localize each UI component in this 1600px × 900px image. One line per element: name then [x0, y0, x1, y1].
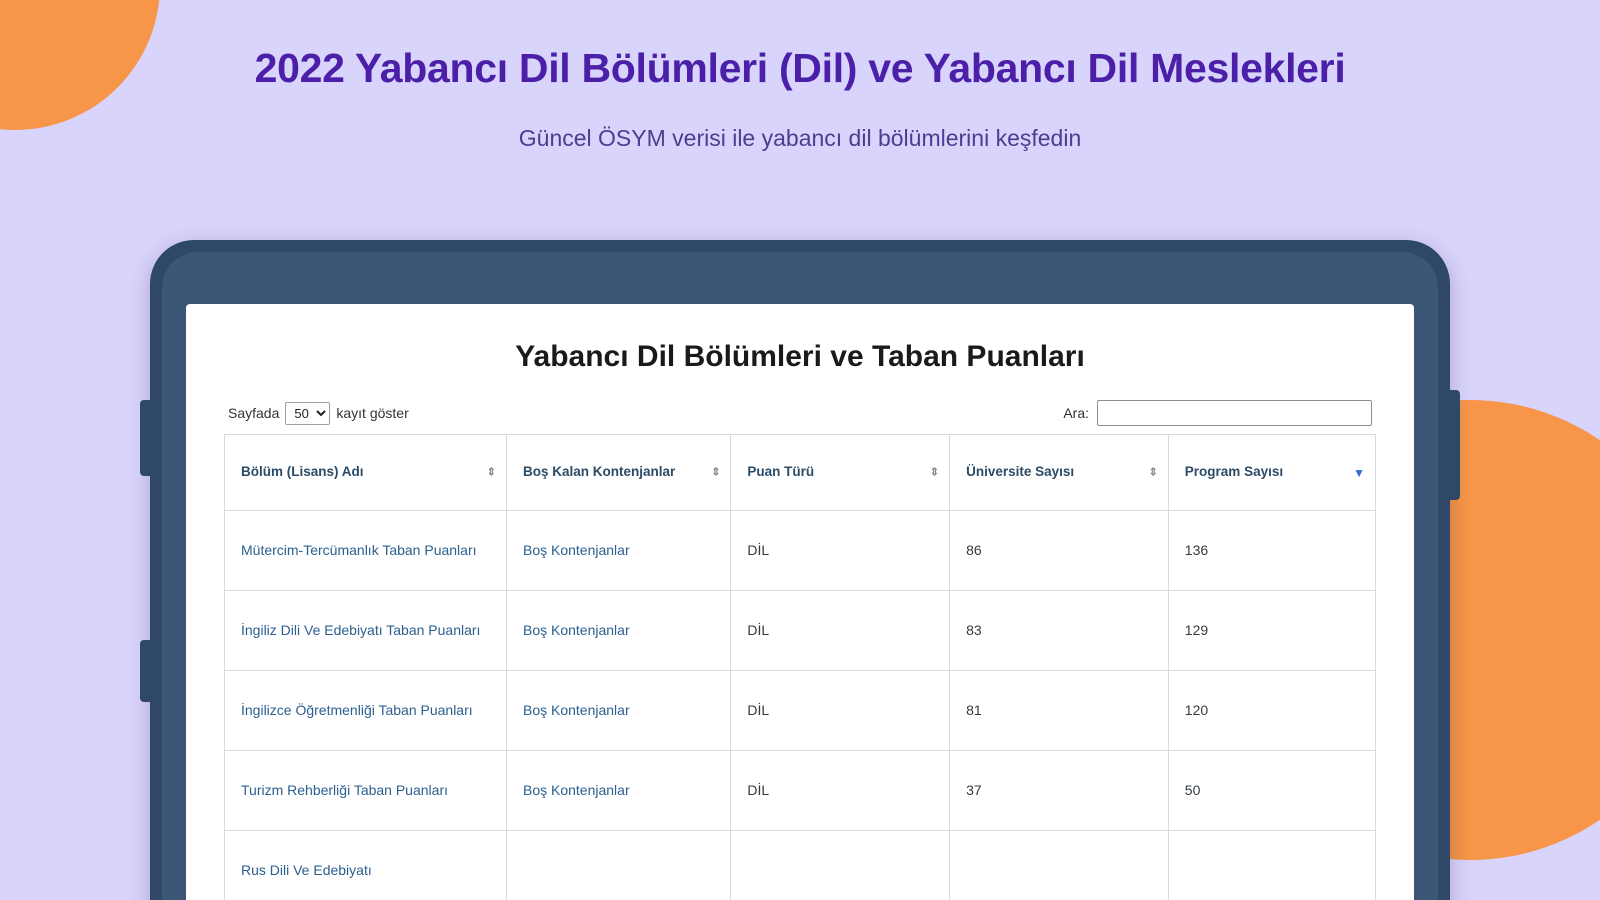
column-header-label: Program Sayısı — [1184, 464, 1284, 480]
search-input[interactable] — [1097, 400, 1372, 426]
device-frame — [150, 240, 1450, 900]
column-header-bos-kontenjan[interactable] — [506, 435, 730, 511]
column-header-label: Üniversite Sayısı — [966, 464, 1075, 480]
column-header-label: Puan Türü — [747, 464, 815, 480]
table-row[interactable] — [225, 671, 1376, 751]
page-length-suffix-label: kayıt göster — [336, 405, 409, 421]
column-header-puan-turu[interactable] — [731, 435, 950, 511]
column-header-universite-sayisi[interactable] — [950, 435, 1169, 511]
cell-universite-sayisi: 83 — [950, 591, 1169, 671]
cell-puan-turu: DİL — [731, 671, 950, 751]
table-row[interactable] — [225, 831, 1376, 900]
column-header-program-sayisi[interactable] — [1168, 435, 1375, 511]
cell-bolum[interactable]: İngilizce Öğretmenliği Taban Puanları — [225, 671, 507, 751]
search-control — [1063, 400, 1372, 426]
cell-bos-kontenjan[interactable]: Boş Kontenjanlar — [506, 511, 730, 591]
table-row[interactable] — [225, 511, 1376, 591]
cell-program-sayisi — [1168, 831, 1375, 900]
cell-program-sayisi: 136 — [1168, 511, 1375, 591]
table-controls — [224, 400, 1376, 434]
sort-both-icon: ⇕ — [1148, 466, 1158, 478]
cell-puan-turu: DİL — [731, 591, 950, 671]
table-header-row — [225, 435, 1376, 511]
sort-both-icon: ⇕ — [711, 466, 721, 478]
cell-bos-kontenjan[interactable]: Boş Kontenjanlar — [506, 751, 730, 831]
column-header-label: Bölüm (Lisans) Adı — [241, 464, 364, 480]
device-volume-down-button — [140, 640, 151, 702]
table-row[interactable] — [225, 591, 1376, 671]
cell-universite-sayisi: 86 — [950, 511, 1169, 591]
cell-puan-turu: DİL — [731, 751, 950, 831]
column-header-bolum[interactable] — [225, 435, 507, 511]
table-body — [225, 511, 1376, 900]
page-length-control — [228, 402, 409, 425]
page-header — [0, 0, 1600, 152]
cell-universite-sayisi: 37 — [950, 751, 1169, 831]
data-table — [224, 434, 1376, 900]
cell-program-sayisi: 129 — [1168, 591, 1375, 671]
page-title: 2022 Yabancı Dil Bölümleri (Dil) ve Yabancı Dil Meslekleri — [254, 45, 1346, 91]
page-length-select[interactable] — [285, 402, 330, 425]
cell-bos-kontenjan[interactable] — [506, 831, 730, 900]
page-subtitle: Güncel ÖSYM verisi ile yabancı dil bölümlerini keşfedin — [518, 125, 1082, 152]
table-header — [225, 435, 1376, 511]
cell-bos-kontenjan[interactable]: Boş Kontenjanlar — [506, 671, 730, 751]
table-row[interactable] — [225, 751, 1376, 831]
device-power-button — [1449, 390, 1460, 500]
sort-both-icon: ⇕ — [486, 466, 496, 478]
column-header-label: Boş Kalan Kontenjanlar — [522, 464, 676, 480]
cell-bolum[interactable]: İngiliz Dili Ve Edebiyatı Taban Puanları — [225, 591, 507, 671]
cell-bolum[interactable]: Rus Dili Ve Edebiyatı — [225, 831, 507, 900]
search-label: Ara: — [1063, 405, 1089, 421]
page-length-prefix-label: Sayfada — [228, 405, 280, 421]
cell-universite-sayisi — [950, 831, 1169, 900]
device-mockup — [150, 240, 1450, 900]
cell-bolum[interactable]: Turizm Rehberliği Taban Puanları — [225, 751, 507, 831]
cell-puan-turu: DİL — [731, 511, 950, 591]
cell-program-sayisi: 50 — [1168, 751, 1375, 831]
cell-bos-kontenjan[interactable]: Boş Kontenjanlar — [506, 591, 730, 671]
device-bezel — [162, 252, 1438, 900]
device-volume-up-button — [140, 400, 151, 476]
table-heading: Yabancı Dil Bölümleri ve Taban Puanları — [515, 340, 1085, 373]
sort-both-icon: ⇕ — [929, 466, 940, 478]
cell-universite-sayisi: 81 — [950, 671, 1169, 751]
device-screen — [186, 304, 1414, 900]
cell-bolum[interactable]: Mütercim-Tercümanlık Taban Puanları — [225, 511, 507, 591]
sort-descending-icon: ▼ — [1353, 465, 1365, 480]
cell-program-sayisi: 120 — [1168, 671, 1375, 751]
cell-puan-turu — [731, 831, 950, 900]
